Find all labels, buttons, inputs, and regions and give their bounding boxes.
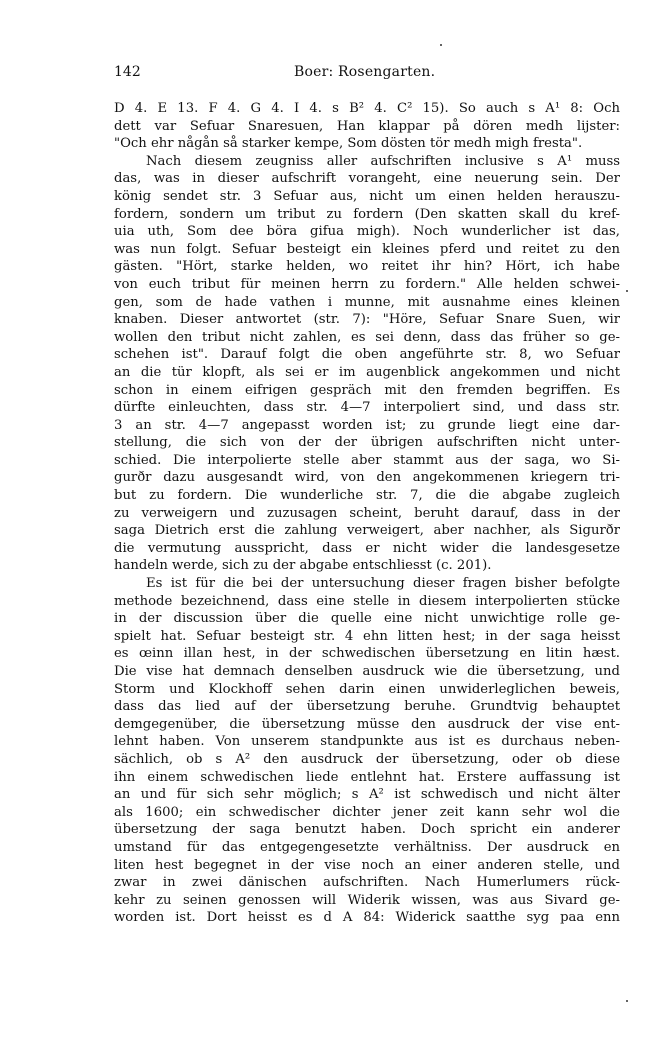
page-header bbox=[114, 64, 620, 86]
text-line: wollen den tribut nicht zahlen, es sei denn, dass das früher so ge- bbox=[114, 329, 620, 345]
text-line: dass das lied auf der übersetzung beruhe. Grundtvig behauptet bbox=[114, 699, 620, 715]
speck-mark bbox=[440, 44, 442, 46]
text-line: knaben. Dieser antwortet (str. 7): "Höre, Sefuar Snare Suen, wir bbox=[114, 312, 620, 328]
text-line: lehnt haben. Von unserem standpunkte aus ist es durchaus neben- bbox=[114, 734, 620, 750]
text-line: dett var Sefuar Snaresuen, Han klappar på dören medh lijster: bbox=[114, 118, 620, 134]
text-line: an und für sich sehr möglich; s A² ist schwedisch und nicht älter bbox=[114, 787, 620, 803]
text-line: sächlich, ob s A² den ausdruck der übersetzung, oder ob diese bbox=[114, 751, 620, 767]
text-line: übersetzung der saga benutzt haben. Doch spricht ein anderer bbox=[114, 822, 620, 838]
text-line: spielt hat. Sefuar besteigt str. 4 ehn litten hest; in der saga heisst bbox=[114, 628, 620, 644]
speck-mark bbox=[626, 290, 628, 292]
text-line: dürfte einleuchten, dass str. 4—7 interpoliert sind, und dass str. bbox=[114, 400, 620, 416]
text-line: D 4. E 13. F 4. G 4. I 4. s B² 4. C² 15). So auch s A¹ 8: Och bbox=[114, 101, 620, 116]
text-line: Es ist für die bei der untersuchung dieser fragen bisher befolgte bbox=[146, 576, 620, 592]
speck-mark bbox=[626, 1000, 628, 1002]
text-line: worden ist. Dort heisst es d A 84: Widerick saatthe syg paa enn bbox=[114, 910, 620, 926]
text-line: schehen ist". Darauf folgt die oben angeführte str. 8, wo Sefuar bbox=[114, 347, 620, 363]
text-line: umstand für das entgegengesetzte verhältniss. Der ausdruck en bbox=[114, 839, 620, 855]
text-line: es œinn illan hest, in der schwedischen übersetzung en litin hæst. bbox=[114, 646, 620, 662]
running-title: Boer: Rosengarten. bbox=[294, 64, 436, 80]
text-line: schon in einem eifrigen gespräch mit den fremden begriffen. Es bbox=[114, 382, 620, 398]
text-line: Die vise hat demnach denselben ausdruck wie die übersetzung, und bbox=[114, 664, 620, 679]
text-line: zu verweigern und zuzusagen scheint, beruht darauf, dass in der bbox=[114, 505, 620, 521]
text-line: 3 an str. 4—7 angepasst worden ist; zu grunde liegt eine dar- bbox=[114, 417, 620, 433]
text-line: handeln werde, sich zu der abgabe entschliesst (c. 201). bbox=[114, 558, 492, 574]
text-line: saga Dietrich erst die zahlung verweigert, aber nachher, als Sigurðr bbox=[114, 523, 620, 539]
text-line: "Och ehr någån så starker kempe, Som dösten tör medh migh fresta". bbox=[114, 136, 583, 152]
text-line: methode bezeichnend, dass eine stelle in diesem interpolierten stücke bbox=[114, 593, 620, 609]
text-line: but zu fordern. Die wunderliche str. 7, die die abgabe zugleich bbox=[114, 488, 620, 504]
text-line: was nun folgt. Sefuar besteigt ein kleines pferd und reitet zu den bbox=[114, 241, 620, 257]
text-line: gen, som de hade vathen i munne, mit ausnahme eines kleinen bbox=[114, 294, 620, 310]
text-line: kehr zu seinen genossen will Widerik wissen, was aus Sivard ge- bbox=[114, 892, 620, 908]
text-line: ihn einem schwedischen liede entlehnt hat. Erstere auffassung ist bbox=[114, 769, 620, 785]
text-line: Nach diesem zeugniss aller aufschriften inclusive s A¹ muss bbox=[146, 153, 620, 169]
text-line: die vermutung ausspricht, dass er nicht wider die landesgesetze bbox=[114, 540, 620, 556]
text-line: in der discussion über die quelle eine nicht unwichtige rolle ge- bbox=[114, 611, 620, 627]
text-line: liten hest begegnet in der vise noch an einer anderen stelle, und bbox=[114, 857, 620, 873]
text-line: zwar in zwei dänischen aufschriften. Nach Humerlumers rück- bbox=[114, 875, 620, 891]
page-number: 142 bbox=[114, 64, 141, 80]
text-line: stellung, die sich von der der übrigen aufschriften nicht unter- bbox=[114, 435, 620, 451]
text-line: gurðr dazu ausgesandt wird, von den angekommenen kriegern tri- bbox=[114, 470, 620, 486]
text-line: fordern, sondern um tribut zu fordern (Den skatten skall du kref- bbox=[114, 206, 620, 222]
text-line: an die tür klopft, als sei er im augenblick angekommen und nicht bbox=[114, 364, 620, 380]
text-line: demgegenüber, die übersetzung müsse den ausdruck der vise ent- bbox=[114, 716, 620, 732]
text-line: von euch tribut für meinen herrn zu fordern." Alle helden schwei- bbox=[114, 276, 620, 292]
text-line: gästen. "Hört, starke helden, wo reitet ihr hin? Hört, ich habe bbox=[114, 259, 620, 275]
text-line: Storm und Klockhoff sehen darin einen unwiderleglichen beweis, bbox=[114, 681, 620, 697]
text-line: als 1600; ein schwedischer dichter jener zeit kann sehr wol die bbox=[114, 804, 620, 820]
text-line: schied. Die interpolierte stelle aber stammt aus der saga, wo Si- bbox=[114, 452, 620, 468]
text-line: uia uth, Som dee böra gifua migh). Noch wunderlicher ist das, bbox=[114, 224, 620, 240]
body-text bbox=[114, 100, 620, 927]
text-line: könig sendet str. 3 Sefuar aus, nicht um einen helden herauszu- bbox=[114, 188, 620, 204]
text-line: das, was in dieser aufschrift vorangeht, eine neuerung sein. Der bbox=[114, 171, 620, 187]
